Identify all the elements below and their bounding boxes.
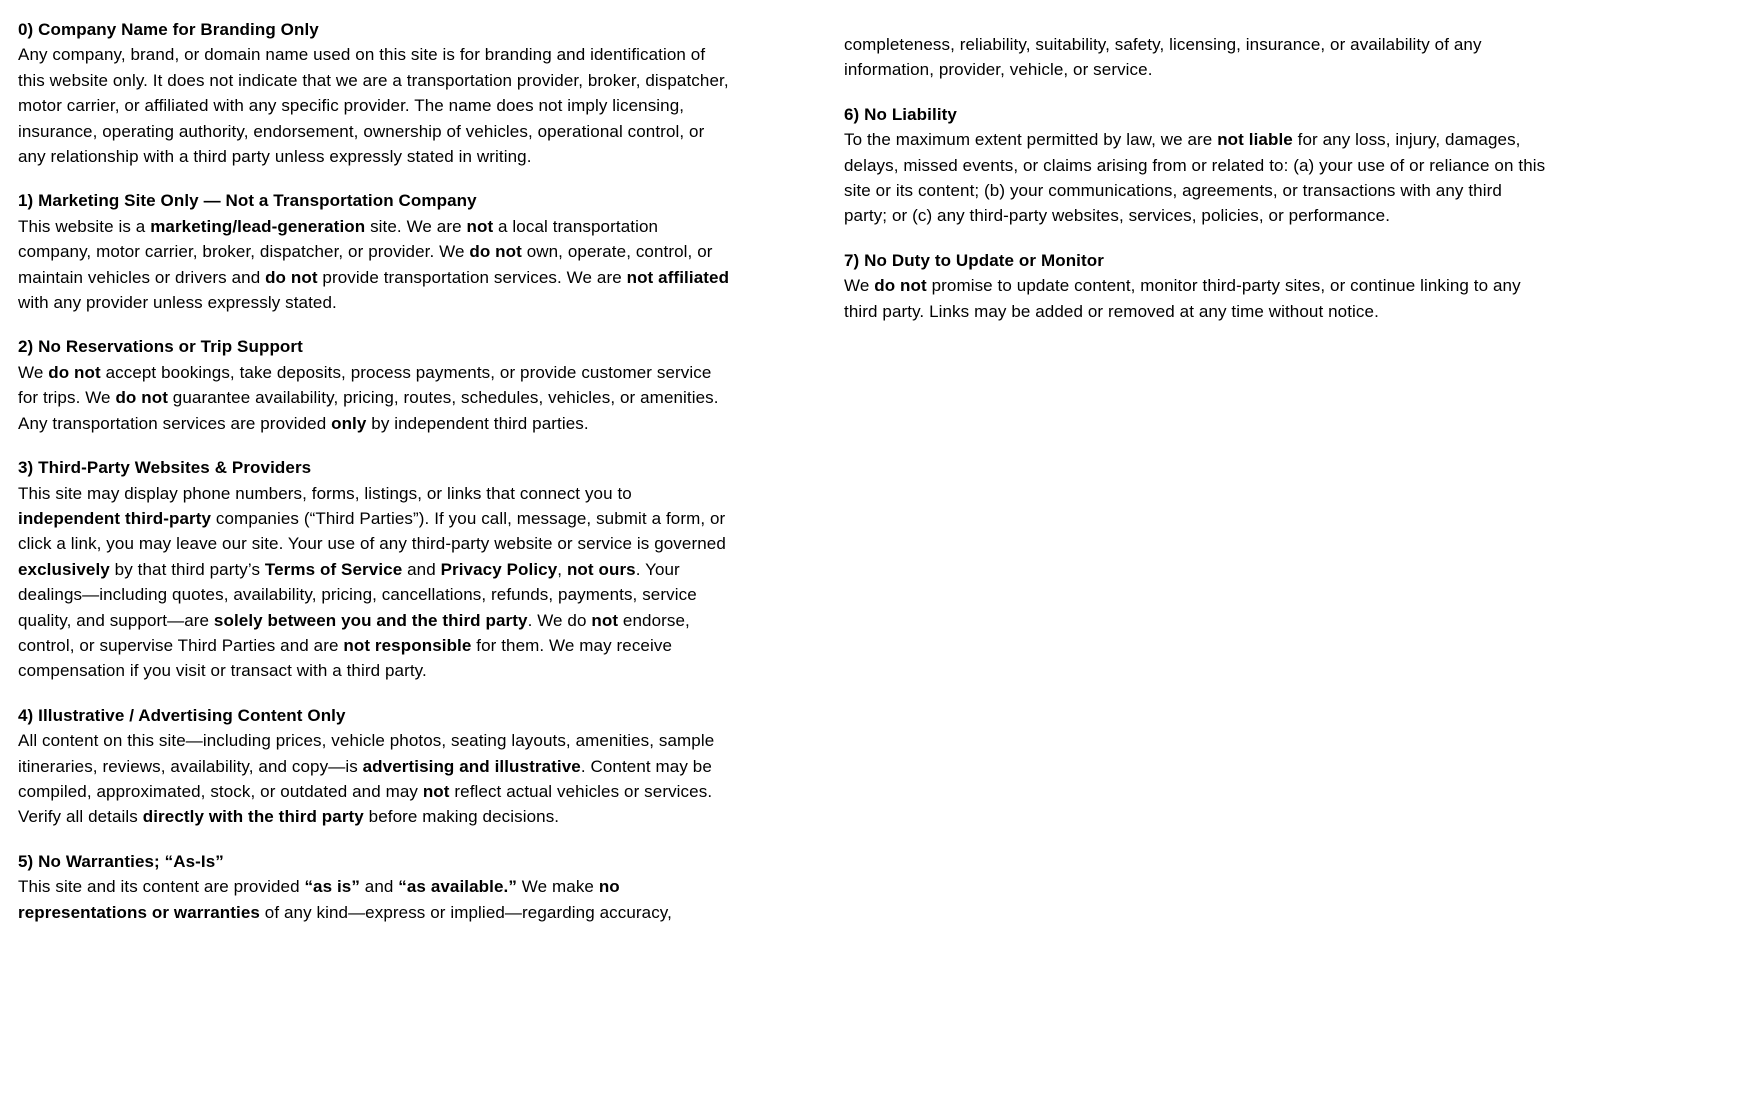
section-4-illustrative-advertising-content-only	[18, 703, 736, 830]
section-body: This site may display phone numbers, forms, listings, or links that connect you to independent third-party companies (“Third Parties”). If you call, message, submit a form, or click a link, you may leave our site. Your use of any third-party website or service is governed exclusively by that third party’s Terms of Service and Privacy Policy, not ours. Your dealings—including quotes, availability, pricing, cancellations, refunds, payments, service quality, and support—are solely between you and the third party. We do not endorse, control, or supervise Third Parties and are not responsible for them. We may receive compensation if you visit or transact with a third party.	[18, 483, 726, 681]
section-heading: 1) Marketing Site Only — Not a Transportation Company	[18, 191, 477, 211]
section-heading: 5) No Warranties; “As-Is”	[18, 851, 224, 871]
section-heading: 4) Illustrative / Advertising Content Only	[18, 705, 346, 725]
section-heading: 3) Third-Party Websites & Providers	[18, 458, 312, 478]
section-2-no-reservations-or-trip-support	[18, 334, 736, 436]
section-body: We do not promise to update content, monitor third-party sites, or continue linking to any third party. Links may be added or removed at any time without notice.	[844, 276, 1521, 321]
section-6-no-liability	[844, 102, 1546, 229]
section-1-marketing-site-only	[18, 188, 736, 315]
section-body: This website is a marketing/lead-generation site. We are not a local transportation company, motor carrier, broker, dispatcher, or provider. We do not own, operate, control, or maintain vehicles or drivers and do not provide transportation services. We are not affiliated with any provider unless expressly stated.	[18, 216, 730, 313]
section-body: This site and its content are provided “as is” and “as available.” We make no representations or warranties of any kind—express or implied—regarding accuracy,	[18, 877, 672, 922]
section-body: To the maximum extent permitted by law, we are not liable for any loss, injury, damages, delays, missed events, or claims arising from or related to: (a) your use of or reliance on this site or its content; (b) your communications, agreements, or transactions with any third party; or (c) any third-party websites, services, policies, or performance.	[844, 130, 1546, 226]
section-heading: 2) No Reservations or Trip Support	[18, 337, 303, 357]
section-body: All content on this site—including prices, vehicle photos, seating layouts, amenities, sample itineraries, reviews, availability, and copy—is advertising and illustrative. Content may be compiled, approximated, stock, or outdated and may not reflect actual vehicles or services. Verify all details directly with the third party before making decisions.	[18, 731, 715, 827]
section-heading: 7) No Duty to Update or Monitor	[844, 250, 1104, 270]
section-heading: 6) No Liability	[844, 104, 957, 124]
section-0-company-name-for-branding-only	[18, 17, 736, 169]
left-column	[18, 17, 736, 925]
section-3-third-party-websites-and-providers	[18, 455, 736, 684]
right-column	[844, 17, 1546, 324]
section-body: Any company, brand, or domain name used on this site is for branding and identification of this website only. It does not indicate that we are a transportation provider, broker, dispatcher, motor carrier, or affiliated with any specific provider. The name does not imply licensing, insurance, operating authority, endorsement, ownership of vehicles, operational control, or any relationship with a third party unless expressly stated in writing.	[18, 45, 729, 167]
section-body: completeness, reliability, suitability, safety, licensing, insurance, or availability of any information, provider, vehicle, or service.	[844, 35, 1482, 80]
section-5-no-warranties-continued	[844, 32, 1546, 83]
section-5-no-warranties-as-is	[18, 849, 736, 925]
section-7-no-duty-to-update-or-monitor	[844, 248, 1546, 324]
section-body: We do not accept bookings, take deposits, process payments, or provide customer service for trips. We do not guarantee availability, pricing, routes, schedules, vehicles, or amenities. Any transportation services are provided only by independent third parties.	[18, 362, 719, 433]
section-heading: 0) Company Name for Branding Only	[18, 20, 319, 39]
